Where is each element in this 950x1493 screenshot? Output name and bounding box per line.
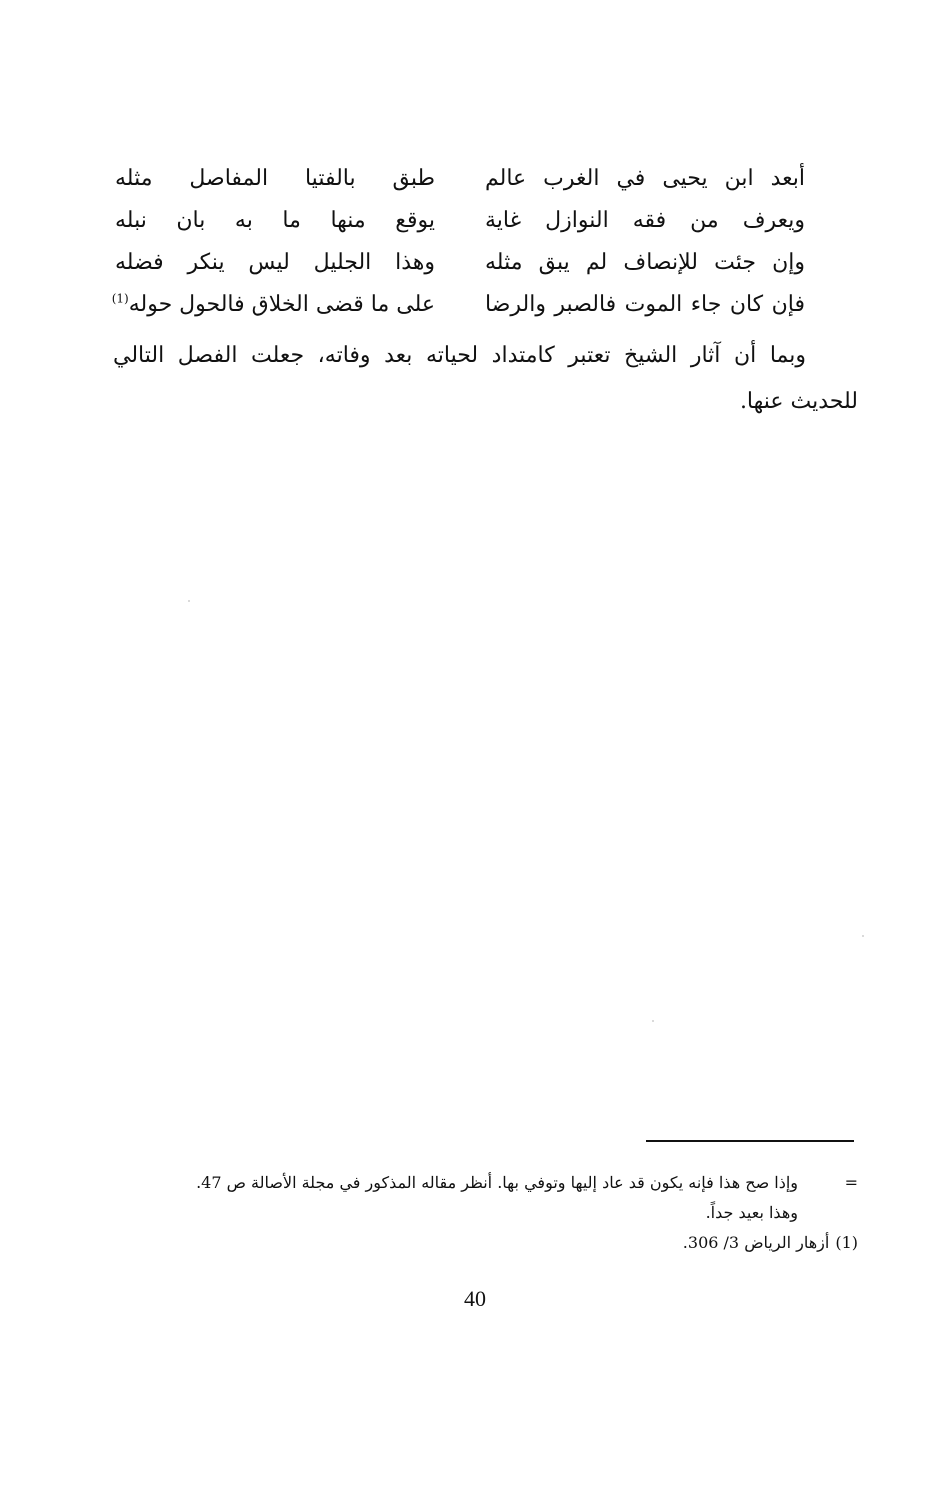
hemistich-text: وهذا الجليل ليس ينكر فضله: [115, 250, 435, 275]
paper-speck: [188, 600, 190, 602]
verse-first-hemistich: ويعرف من فقه النوازل غاية: [485, 208, 805, 233]
body-text: [113, 333, 858, 425]
verse-first-hemistich: فإن كان جاء الموت فالصبر والرضا: [485, 292, 805, 317]
footnotes-block: [98, 1168, 858, 1258]
footnote-reference: (1): [111, 291, 129, 306]
verse-first-hemistich: أبعد ابن يحيى في الغرب عالم: [485, 166, 805, 191]
body-paragraph: وبما أن آثار الشيخ تعتبر كامتداد لحياته بعد وفاته، جعلت الفصل التالي للحديث عنها.: [113, 343, 858, 414]
footnote-separator: [646, 1140, 854, 1142]
footnote-text: أزهار الرياض 3/ 306.: [682, 1233, 830, 1252]
hemistich-text: على ما قضى الخلاق فالحول حوله: [128, 292, 435, 317]
paper-speck: [862, 935, 864, 937]
verse-second-hemistich: [115, 242, 435, 284]
poem-verse: [115, 242, 805, 284]
page-number: 40: [464, 1286, 486, 1311]
continuation-mark: =: [844, 1173, 858, 1192]
footnote-number: (1): [835, 1233, 858, 1252]
footnote-continuation: [98, 1168, 858, 1198]
verse-first-hemistich: وإن جئت للإنصاف لم يبق مثله: [485, 250, 805, 275]
footnote-text: وإذا صح هذا فإنه يكون قد عاد إليها وتوفي بها. أنظر مقاله المذكور في مجلة الأصالة ص 47.: [196, 1173, 798, 1192]
poem-verse: [115, 200, 805, 242]
poem-verse: [111, 284, 805, 326]
hemistich-text: طبق بالفتيا المفاصل مثله: [115, 166, 435, 191]
poem-block: [111, 158, 805, 326]
footnote-continuation-line: [98, 1198, 858, 1228]
verse-second-hemistich: [115, 158, 435, 200]
verse-second-hemistich: [115, 200, 435, 242]
footnote-text: وهذا بعيد جداً.: [705, 1203, 798, 1222]
verse-second-hemistich: [111, 284, 435, 326]
poem-verse: [115, 158, 805, 200]
paper-speck: [652, 1020, 654, 1022]
footnote-1: [98, 1228, 858, 1258]
hemistich-text: يوقع منها ما به بان نبله: [115, 208, 435, 233]
